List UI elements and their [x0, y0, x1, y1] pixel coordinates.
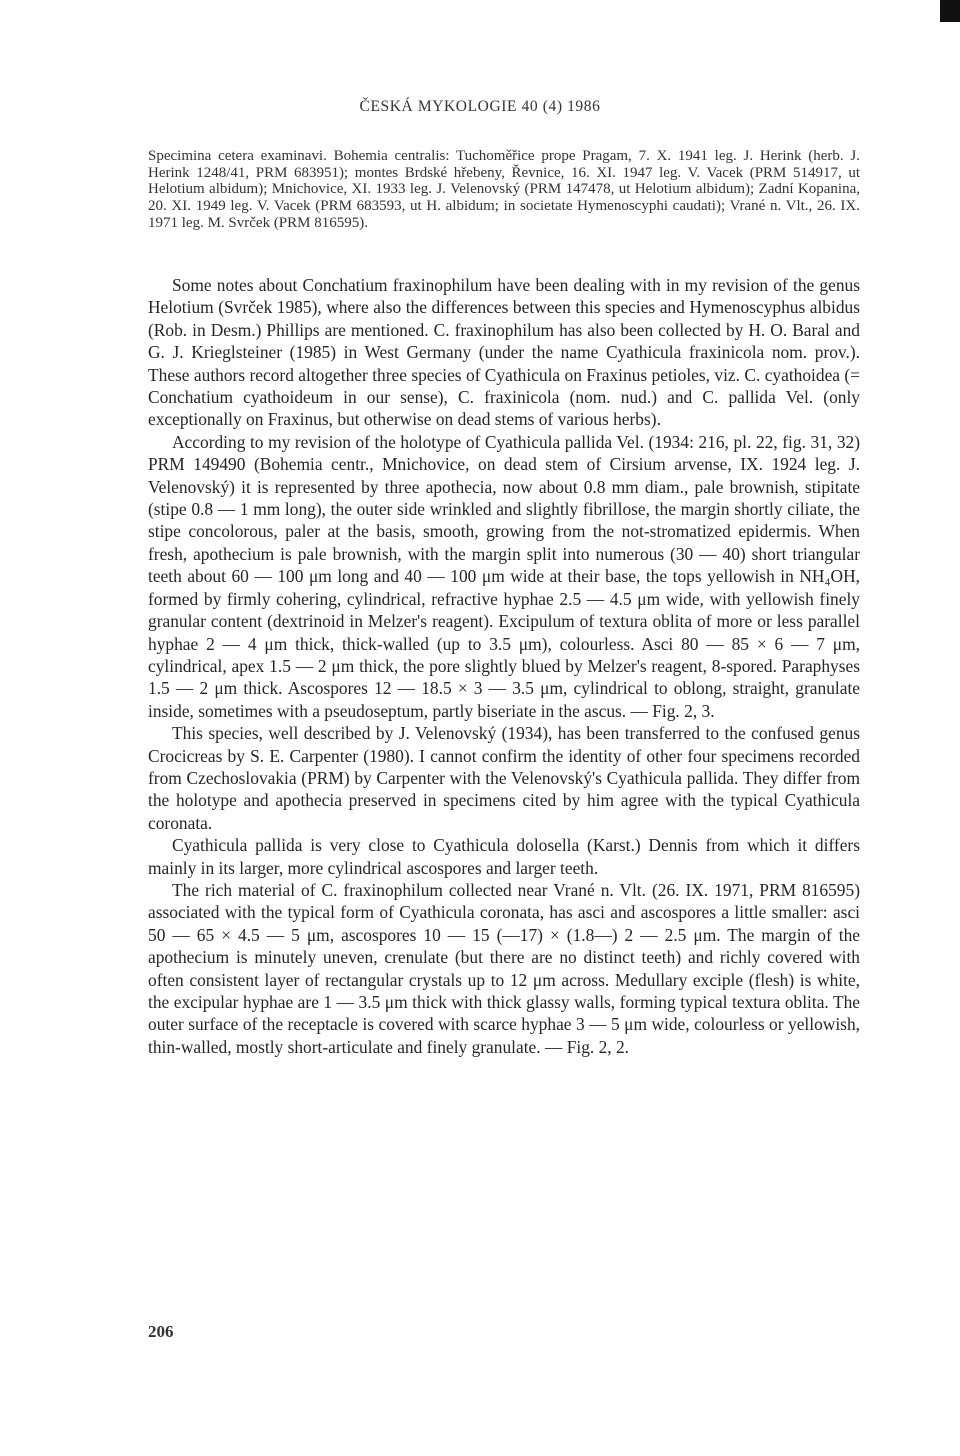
paragraph-vrane-material: The rich material of C. fraxinophilum collected near Vrané n. Vlt. (26. IX. 1971, PRM 816595) associated with the typical form of Cyathicula coronata, has asci and ascospores a little smaller: asci 50 — 65 × 4.5 — 5 μm, ascospores 10 — 15 (—17) × (1.8—) 2 — 2.5 μm. The margin of the apothecium is minutely uneven, crenulate (but there are no distinct teeth) and richly covered with often consistent layer of rectangular crystals up to 12 μm across. Medullary exciple (flesh) is white, the excipular hyphae are 1 — 3.5 μm thick with thick glassy walls, forming typical textura oblita. The outer surface of the receptacle is covered with scarce hyphae 3 — 5 μm wide, colourless or yellowish, thin-walled, mostly short-articulate and finely granulate. — Fig. 2, 2. — [148, 879, 860, 1057]
paragraph-crocicreas-transfer: This species, well described by J. Velenovský (1934), has been transferred to the confused genus Crocicreas by S. E. Carpenter (1980). I cannot confirm the identity of other four specimens recorded from Czechoslovakia (PRM) by Carpenter with the Velenovský's Cyathicula pallida. They differ from the holotype and apothecia preserved in specimens cited by him agree with the typical Cyathicula coronata. — [148, 723, 860, 833]
paragraph-conchatium-notes: Some notes about Conchatium fraxinophilum have been dealing with in my revision of the genus Helotium (Svrček 1985), where also the differences between this species and Hymenoscyphus albidus (Rob. in Desm.) Phillips are mentioned. C. fraxinophilum has also been collected by H. O. Baral and G. J. Krieglsteiner (1985) in West Germany (under the name Cyathicula fraxinicola nom. prov.). These authors record altogether three species of Cyathicula on Fraxinus petioles, viz. C. cyathoidea (= Conchatium cyathoideum in our sense), C. fraxinicola (nom. nud.) and C. pallida Vel. (only exceptionally on Fraxinus, but otherwise on dead stems of various herbs). — [148, 275, 860, 430]
paragraph-dolosella-comparison: Cyathicula pallida is very close to Cyathicula dolosella (Karst.) Dennis from which it differs mainly in its larger, more cylindrical ascospores and larger teeth. — [148, 835, 860, 878]
scan-corner-mark — [940, 0, 960, 22]
paragraph-holotype-revision: According to my revision of the holotype of Cyathicula pallida Vel. (1934: 216, pl. 22, fig. 31, 32) PRM 149490 (Bohemia centr., Mnichovice, on dead stem of Cirsium arvense, IX. 1924 leg. J. Velenovský) it is represented by three apothecia, now about 0.8 mm diam., pale brownish, stipitate (stipe 0.8 — 1 mm long), the outer side wrinkled and slightly fibrillose, the margin shortly ciliate, the stipe concolorous, paler at the basis, smooth, growing from the not-stromatized epidermis. When fresh, apothecium is pale brownish, with the margin split into numerous (30 — 40) short triangular teeth about 60 — 100 μm long and 40 — 100 μm wide at their base, the tops yellowish in NH₄OH, formed by firmly cohering, cylindrical, refractive hyphae 2.5 — 4.5 μm wide, with yellowish finely granular content (dextrinoid in Melzer's reagent). Excipulum of textura oblita of more or less parallel hyphae 2 — 4 μm thick, thick-walled (up to 3.5 μm), colourless. Asci 80 — 85 × 6 — 7 μm, cylindrical, apex 1.5 — 2 μm thick, the pore slightly blued by Melzer's reagent, 8-spored. Paraphyses 1.5 — 2 μm thick. Ascospores 12 — 18.5 × 3 — 3.5 μm, cylindrical to oblong, straight, granulate inside, sometimes with a pseudoseptum, partly biseriate in the ascus. — Fig. 2, 3. — [148, 431, 860, 721]
specimens-examined: Specimina cetera examinavi. Bohemia centralis: Tuchoměřice prope Pragam, 7. X. 1941 leg. J. Herink (herb. J. Herink 1248/41, PRM 683951); montes Brdské hřebeny, Řevnice, 16. XI. 1947 leg. V. Vacek (PRM 514917, ut Helotium albidum); Mnichovice, XI. 1933 leg. J. Velenovský (PRM 147478, ut Helotium albidum); Zadní Kopanina, 20. XI. 1949 leg. V. Vacek (PRM 683593, ut H. albidum; in societate Hymenoscyphi caudati); Vrané n. Vlt., 26. IX. 1971 leg. M. Svrček (PRM 816595). — [148, 148, 860, 231]
main-body-text — [148, 274, 860, 1058]
page-number: 206 — [148, 1322, 174, 1341]
running-header: ČESKÁ MYKOLOGIE 40 (4) 1986 — [359, 98, 601, 115]
